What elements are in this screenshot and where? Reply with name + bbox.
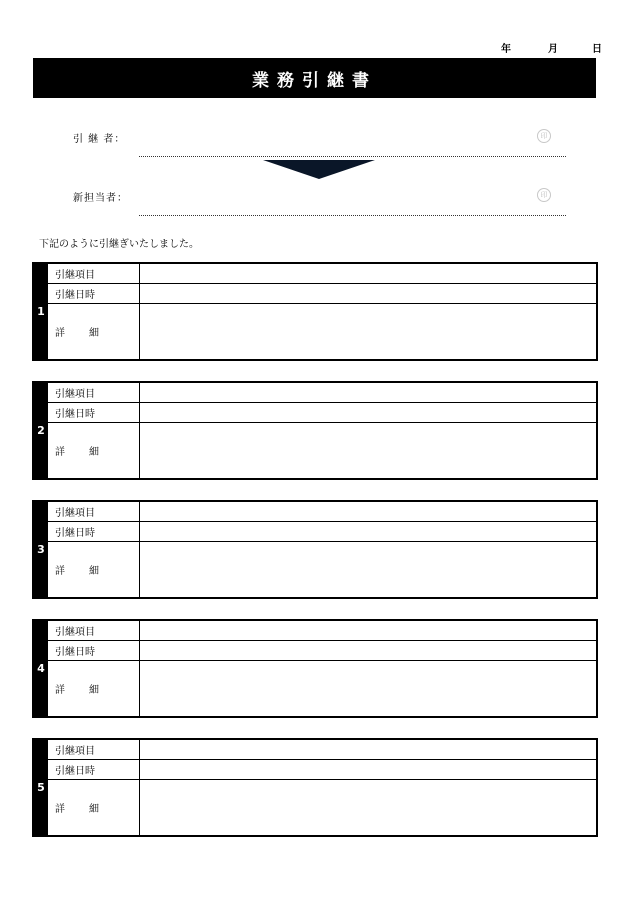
date-field	[0, 40, 640, 56]
datetime-label: 引継日時	[48, 284, 140, 303]
table-row	[48, 423, 596, 478]
datetime-label: 引継日時	[48, 522, 140, 541]
datetime-label: 引継日時	[48, 760, 140, 779]
datetime-value-cell[interactable]	[140, 522, 596, 541]
detail-label-part: 詳	[55, 566, 65, 577]
table-row	[48, 740, 596, 760]
detail-label-part: 細	[89, 804, 99, 815]
handover-block	[32, 738, 598, 837]
new-assignee-label: 新担当者：	[73, 193, 128, 204]
block-table	[48, 740, 596, 835]
table-row	[48, 542, 596, 597]
detail-label-part: 詳	[55, 804, 65, 815]
detail-label	[48, 423, 140, 478]
detail-label	[48, 304, 140, 359]
item-label: 引継項目	[48, 383, 140, 402]
detail-value-cell[interactable]	[140, 304, 596, 359]
block-number: 1	[34, 264, 48, 359]
table-row	[48, 264, 596, 284]
detail-label-part: 細	[89, 328, 99, 339]
block-table	[48, 621, 596, 716]
block-number: 2	[34, 383, 48, 478]
handover-block	[32, 500, 598, 599]
intro-text: 下記のように引継ぎいたしました。	[39, 239, 199, 250]
datetime-value-cell[interactable]	[140, 760, 596, 779]
table-row	[48, 780, 596, 835]
datetime-value-cell[interactable]	[140, 284, 596, 303]
table-row	[48, 661, 596, 716]
seal-icon: 印	[537, 129, 551, 143]
table-row	[48, 304, 596, 359]
item-label: 引継項目	[48, 740, 140, 759]
date-month-label: 月	[548, 44, 558, 55]
table-row	[48, 502, 596, 522]
detail-label	[48, 780, 140, 835]
detail-label-part: 詳	[55, 685, 65, 696]
table-row	[48, 641, 596, 661]
item-value-cell[interactable]	[140, 383, 596, 402]
item-label: 引継項目	[48, 264, 140, 283]
handover-from-label: 引 継 者：	[73, 134, 126, 145]
item-label: 引継項目	[48, 502, 140, 521]
detail-label	[48, 661, 140, 716]
table-row	[48, 621, 596, 641]
detail-value-cell[interactable]	[140, 542, 596, 597]
datetime-value-cell[interactable]	[140, 641, 596, 660]
table-row	[48, 522, 596, 542]
block-table	[48, 264, 596, 359]
item-label: 引継項目	[48, 621, 140, 640]
detail-value-cell[interactable]	[140, 780, 596, 835]
table-row	[48, 760, 596, 780]
table-row	[48, 284, 596, 304]
datetime-label: 引継日時	[48, 641, 140, 660]
datetime-value-cell[interactable]	[140, 403, 596, 422]
detail-label-part: 細	[89, 685, 99, 696]
table-row	[48, 383, 596, 403]
date-year-label: 年	[501, 44, 511, 55]
detail-value-cell[interactable]	[140, 661, 596, 716]
item-value-cell[interactable]	[140, 502, 596, 521]
handover-block	[32, 381, 598, 480]
detail-label-part: 細	[89, 566, 99, 577]
block-number: 3	[34, 502, 48, 597]
table-row	[48, 403, 596, 423]
handover-block	[32, 262, 598, 361]
block-table	[48, 502, 596, 597]
down-arrow-icon	[263, 160, 375, 180]
item-value-cell[interactable]	[140, 621, 596, 640]
block-table	[48, 383, 596, 478]
handover-block	[32, 619, 598, 718]
detail-label-part: 細	[89, 447, 99, 458]
block-number: 4	[34, 621, 48, 716]
detail-value-cell[interactable]	[140, 423, 596, 478]
detail-label-part: 詳	[55, 447, 65, 458]
datetime-label: 引継日時	[48, 403, 140, 422]
new-assignee-signature-line[interactable]	[139, 215, 566, 216]
item-value-cell[interactable]	[140, 264, 596, 283]
date-day-label: 日	[592, 44, 602, 55]
block-number: 5	[34, 740, 48, 835]
document-title: 業務引継書	[33, 58, 596, 98]
handover-from-signature-line[interactable]	[139, 156, 566, 157]
detail-label-part: 詳	[55, 328, 65, 339]
detail-label	[48, 542, 140, 597]
seal-icon: 印	[537, 188, 551, 202]
item-value-cell[interactable]	[140, 740, 596, 759]
